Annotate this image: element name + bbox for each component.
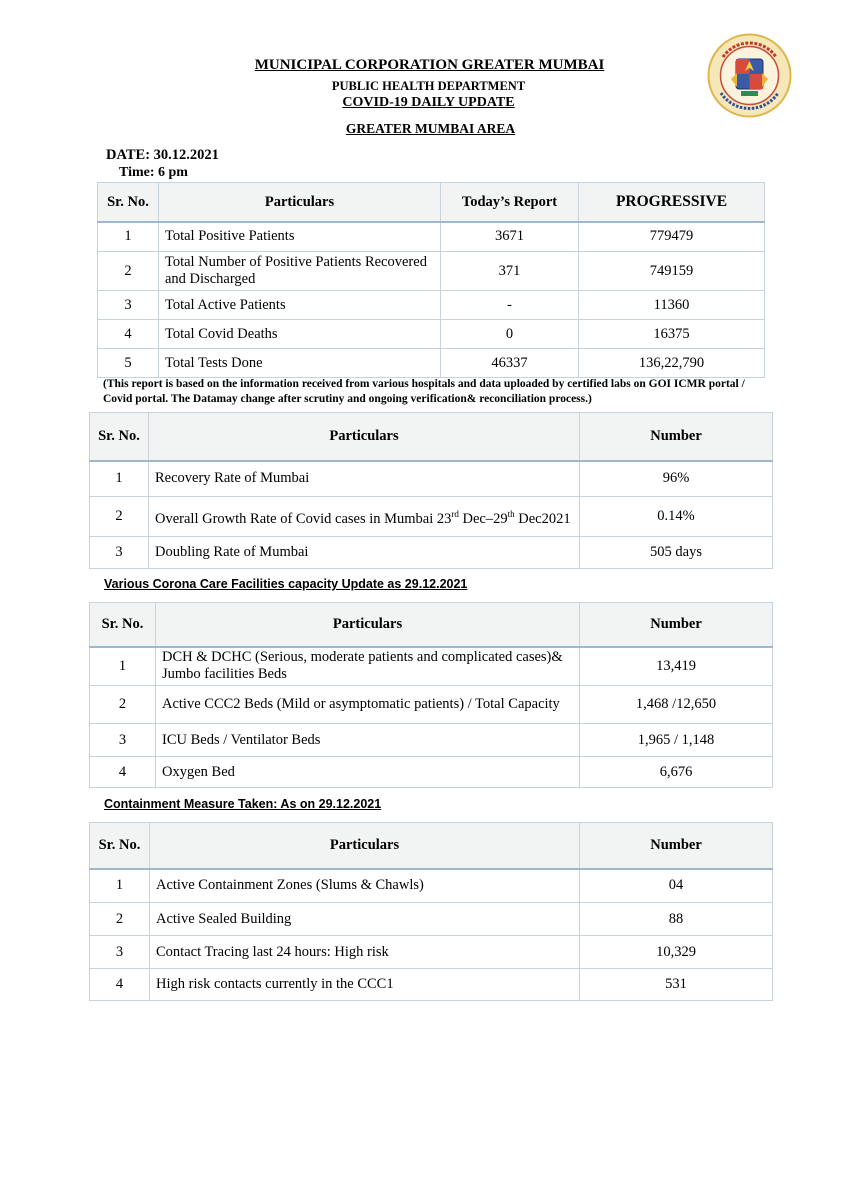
particulars-cell: Contact Tracing last 24 hours: High risk — [150, 936, 580, 969]
number-cell: 1,965 / 1,148 — [580, 724, 773, 757]
sr-cell: 2 — [90, 686, 156, 724]
report-date: DATE: 30.12.2021 — [106, 147, 219, 163]
table-header-row — [98, 183, 765, 222]
number-cell: 10,329 — [580, 936, 773, 969]
today-cell: 46337 — [441, 349, 579, 378]
progressive-cell: 779479 — [579, 222, 765, 252]
disclaimer-note: (This report is based on the information received from various hospitals and data uploaded by certified labs on GOI ICMR portal / Covid portal. The Datamay change after scrutiny and ongoing verification& reconciliation process.) — [103, 378, 745, 405]
table-row — [90, 724, 773, 757]
number-cell: 0.14% — [580, 497, 773, 537]
sr-cell: 4 — [90, 757, 156, 788]
table-row — [90, 869, 773, 903]
sr-cell: 5 — [98, 349, 159, 378]
col-header-sr: Sr. No. — [90, 823, 150, 869]
particulars-cell: Active Sealed Building — [150, 903, 580, 936]
particulars-cell: Oxygen Bed — [156, 757, 580, 788]
today-cell: 371 — [441, 252, 579, 291]
table-row — [90, 969, 773, 1001]
update-title: COVID-19 DAILY UPDATE — [342, 95, 515, 110]
today-cell: - — [441, 291, 579, 320]
today-cell: 0 — [441, 320, 579, 349]
org-title: MUNICIPAL CORPORATION GREATER MUMBAI — [254, 57, 605, 73]
progressive-cell: 749159 — [579, 252, 765, 291]
table-row — [98, 222, 765, 252]
number-cell: 531 — [580, 969, 773, 1001]
sr-cell: 2 — [98, 252, 159, 291]
particulars-cell: ICU Beds / Ventilator Beds — [156, 724, 580, 757]
table-row — [90, 461, 773, 497]
ordinal-suffix: rd — [451, 508, 459, 519]
table-header-row — [90, 413, 773, 461]
table-row — [90, 647, 773, 686]
area-title: GREATER MUMBAI AREA — [345, 121, 516, 136]
sr-cell: 1 — [90, 647, 156, 686]
particulars-text-b: Dec–29 — [458, 510, 508, 527]
col-header-sr: Sr. No. — [90, 603, 156, 647]
sr-cell: 4 — [90, 969, 150, 1001]
number-cell: 96% — [580, 461, 773, 497]
col-header-number: Number — [580, 413, 773, 461]
col-header-particulars: Particulars — [159, 183, 441, 222]
number-cell: 04 — [580, 869, 773, 903]
particulars-text-a: Overall Growth Rate of Covid cases in Mumbai 23 — [155, 510, 452, 527]
particulars-cell — [149, 497, 580, 537]
table-header-row — [90, 823, 773, 869]
sr-cell: 1 — [90, 461, 149, 497]
particulars-cell: DCH & DCHC (Serious, moderate patients and complicated cases)& Jumbo facilities Beds — [156, 647, 580, 686]
particulars-cell: Active CCC2 Beds (Mild or asymptomatic patients) / Total Capacity — [156, 686, 580, 724]
sr-cell: 1 — [90, 869, 150, 903]
table-row — [98, 320, 765, 349]
ordinal-suffix: th — [507, 508, 515, 519]
table-row — [90, 757, 773, 788]
sr-cell: 2 — [90, 903, 150, 936]
report-time: Time: 6 pm — [119, 165, 188, 180]
number-cell: 88 — [580, 903, 773, 936]
mcgm-seal-logo — [707, 33, 792, 118]
number-cell: 1,468 /12,650 — [580, 686, 773, 724]
sr-cell: 3 — [90, 537, 149, 569]
col-header-number: Number — [580, 603, 773, 647]
daily-report-table — [97, 182, 765, 378]
col-header-sr: Sr. No. — [98, 183, 159, 222]
sr-cell: 4 — [98, 320, 159, 349]
particulars-cell: Recovery Rate of Mumbai — [149, 461, 580, 497]
table-row — [90, 686, 773, 724]
dept-title: PUBLIC HEALTH DEPARTMENT — [331, 79, 526, 93]
table-row — [90, 936, 773, 969]
progressive-cell: 16375 — [579, 320, 765, 349]
facilities-section-title: Various Corona Care Facilities capacity Update as 29.12.2021 — [104, 577, 468, 591]
number-cell: 505 days — [580, 537, 773, 569]
report-date-block — [106, 147, 219, 181]
col-header-progressive: PROGRESSIVE — [579, 183, 765, 222]
particulars-text-c: Dec2021 — [514, 510, 571, 527]
table-header-row — [90, 603, 773, 647]
particulars-cell: Total Number of Positive Patients Recovered and Discharged — [159, 252, 441, 291]
table-row — [90, 497, 773, 537]
containment-table — [89, 822, 773, 1001]
sr-cell: 1 — [98, 222, 159, 252]
particulars-cell: Active Containment Zones (Slums & Chawls) — [150, 869, 580, 903]
number-cell: 13,419 — [580, 647, 773, 686]
facilities-table — [89, 602, 773, 788]
particulars-cell: Doubling Rate of Mumbai — [149, 537, 580, 569]
col-header-today: Today’s Report — [441, 183, 579, 222]
particulars-cell: Total Positive Patients — [159, 222, 441, 252]
sr-cell: 3 — [90, 936, 150, 969]
col-header-particulars: Particulars — [156, 603, 580, 647]
sr-cell: 2 — [90, 497, 149, 537]
rates-table — [89, 412, 773, 569]
particulars-cell: Total Active Patients — [159, 291, 441, 320]
table-row — [98, 349, 765, 378]
col-header-number: Number — [580, 823, 773, 869]
sr-cell: 3 — [98, 291, 159, 320]
number-cell: 6,676 — [580, 757, 773, 788]
sr-cell: 3 — [90, 724, 156, 757]
progressive-cell: 11360 — [579, 291, 765, 320]
col-header-sr: Sr. No. — [90, 413, 149, 461]
col-header-particulars: Particulars — [149, 413, 580, 461]
col-header-particulars: Particulars — [150, 823, 580, 869]
particulars-cell: High risk contacts currently in the CCC1 — [150, 969, 580, 1001]
table-row — [90, 537, 773, 569]
particulars-cell: Total Tests Done — [159, 349, 441, 378]
particulars-cell: Total Covid Deaths — [159, 320, 441, 349]
progressive-cell: 136,22,790 — [579, 349, 765, 378]
today-cell: 3671 — [441, 222, 579, 252]
table-row — [98, 291, 765, 320]
table-row — [90, 903, 773, 936]
containment-section-title: Containment Measure Taken: As on 29.12.2021 — [104, 797, 382, 811]
table-row — [98, 252, 765, 291]
